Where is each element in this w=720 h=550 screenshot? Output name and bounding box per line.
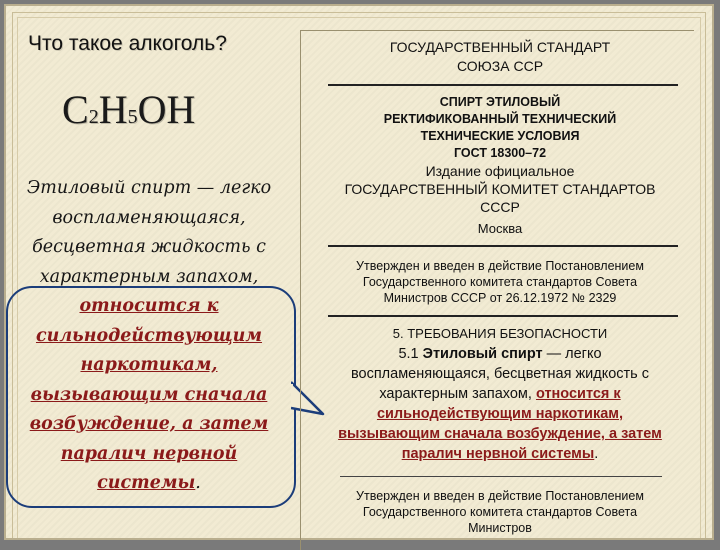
approval-line: Утвержден и введен в действие Постановлением bbox=[356, 259, 644, 273]
highlight-text: относится к bbox=[79, 296, 219, 316]
highlight-text: паралич нервной системы bbox=[401, 446, 595, 462]
highlight-text: возбуждение, а затем bbox=[29, 414, 269, 434]
clause-text: характерным запахом, bbox=[379, 386, 536, 402]
approval-block bbox=[304, 258, 696, 306]
title-line: СПИРТ ЭТИЛОВЫЙ bbox=[439, 95, 561, 109]
formula-oh: OH bbox=[137, 87, 196, 132]
title-line: РЕКТИФИКОВАННЫЙ ТЕХНИЧЕСКИЙ bbox=[383, 112, 617, 126]
highlight-text: наркотикам, bbox=[80, 355, 218, 375]
header-line: ГОСУДАРСТВЕННЫЙ СТАНДАРТ bbox=[389, 39, 611, 55]
definition-line: характерным запахом, bbox=[39, 266, 259, 287]
divider bbox=[328, 315, 678, 317]
clause-text: воспламеняющаяся, бесцветная жидкость с bbox=[350, 366, 650, 382]
footer-line: Государственного комитета стандартов Совета bbox=[362, 505, 638, 519]
highlight-text: системы bbox=[97, 473, 196, 493]
edition-label: Издание официальное bbox=[425, 163, 575, 179]
highlight-text: паралич нервной bbox=[60, 443, 238, 464]
committee-line: СССР bbox=[480, 199, 520, 215]
header-line: СОЮЗА ССР bbox=[456, 58, 544, 74]
clause-number: 5.1 bbox=[398, 346, 423, 362]
footer-line: Утвержден и введен в действие Постановлением bbox=[356, 489, 644, 503]
approval-line: Государственного комитета стандартов Совета bbox=[362, 275, 638, 289]
footer-line: Министров bbox=[468, 521, 532, 535]
period: . bbox=[594, 446, 599, 462]
highlight-text: сильнодействующим наркотикам, bbox=[376, 406, 624, 422]
ethanol-formula bbox=[62, 86, 195, 133]
footer-approval bbox=[304, 488, 696, 536]
clause-text: — легко bbox=[542, 346, 602, 362]
divider bbox=[328, 245, 678, 247]
section-heading: 5. ТРЕБОВАНИЯ БЕЗОПАСНОСТИ bbox=[392, 326, 608, 341]
approval-line: Министров СССР от 26.12.1972 № 2329 bbox=[383, 291, 617, 305]
document-header bbox=[304, 38, 696, 76]
definition-line: Этиловый спирт — легко bbox=[26, 178, 272, 198]
formula-h: H bbox=[98, 87, 128, 132]
definition-line: бесцветная жидкость с bbox=[32, 237, 266, 257]
formula-c: C bbox=[62, 87, 89, 132]
title-line: ТЕХНИЧЕСКИЕ УСЛОВИЯ bbox=[420, 129, 580, 143]
gost-number: ГОСТ 18300–72 bbox=[453, 146, 547, 160]
committee-line: ГОСУДАРСТВЕННЫЙ КОМИТЕТ СТАНДАРТОВ bbox=[344, 181, 656, 197]
highlight-text: вызывающим сначала bbox=[30, 384, 268, 405]
formula-c-sub: 2 bbox=[88, 106, 99, 128]
definition-line: воспламеняющаяся, bbox=[52, 207, 246, 228]
safety-paragraph bbox=[304, 344, 696, 464]
highlight-text: сильнодействующим bbox=[35, 325, 263, 346]
divider bbox=[328, 84, 678, 86]
highlight-text: относится к bbox=[535, 386, 621, 402]
highlight-text: вызывающим сначала возбуждение, а затем bbox=[338, 426, 662, 442]
document-title bbox=[304, 94, 696, 162]
definition-text bbox=[4, 174, 294, 499]
formula-h-sub: 5 bbox=[127, 106, 138, 128]
question-heading: Что такое алкоголь? bbox=[28, 32, 227, 55]
publisher-block bbox=[304, 162, 696, 216]
city-label: Москва bbox=[477, 221, 523, 236]
divider bbox=[340, 476, 662, 477]
clause-bold: Этиловый спирт bbox=[422, 346, 543, 362]
period: . bbox=[195, 473, 201, 493]
